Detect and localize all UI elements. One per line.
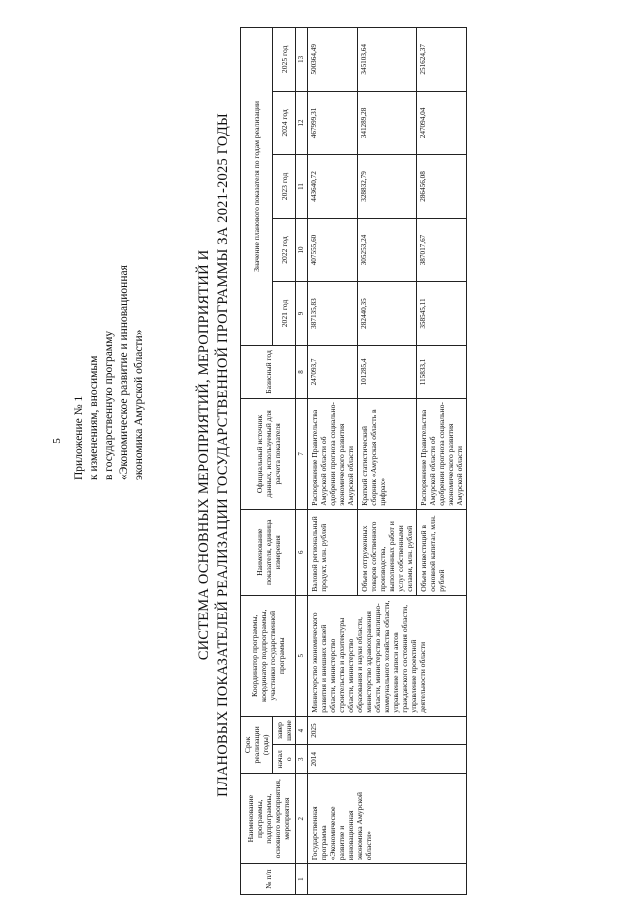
- program-name: Государственная программа «Экономическое развитие и инновационная экономика Амурской области»: [308, 774, 467, 864]
- table-row: [308, 28, 358, 895]
- header-year: 2025 год: [273, 28, 296, 92]
- value-2023: 286456,08: [417, 155, 467, 219]
- value-2025: 345103,64: [358, 28, 417, 92]
- header-year: 2023 год: [273, 155, 296, 219]
- indicators-table: [240, 27, 467, 895]
- appendix-line: экономика Амурской области»: [133, 329, 145, 480]
- heading-line: ПЛАНОВЫХ ПОКАЗАТЕЛЕЙ РЕАЛИЗАЦИИ ГОСУДАРСТВЕННОЙ ПРОГРАММЫ ЗА 2021-2025 ГОДЫ: [215, 113, 231, 797]
- header-values-group: Значение планового показателя по годам реализации: [241, 28, 273, 346]
- table-header-row: [241, 28, 273, 895]
- col-number: 8: [296, 345, 308, 398]
- header-year: 2024 год: [273, 91, 296, 155]
- value-2023: 328832,79: [358, 155, 417, 219]
- value-2023: 443640,72: [308, 155, 358, 219]
- heading-line: СИСТЕМА ОСНОВНЫХ МЕРОПРИЯТИЙ, МЕРОПРИЯТИЙ И: [196, 249, 212, 661]
- appendix-line: к изменениям, вносимым: [88, 355, 100, 480]
- value-2021: 358545,11: [417, 282, 467, 346]
- value-2024: 341289,28: [358, 91, 417, 155]
- document-heading: [195, 95, 233, 815]
- col-number: 13: [296, 28, 308, 92]
- indicator-name: Объем инвестиций в основной капитал, млн. рублей: [417, 509, 467, 595]
- indicator-name: Объем отгруженных товаров собственного производства, выполненных работ и услуг собственными силами, млн. рублей: [358, 509, 417, 595]
- indicator-source: Распоряжение Правительства Амурской области об одобрении прогноза социально-экономического развития Амурской области: [417, 399, 467, 510]
- program-coordinator: Министерство экономического развития и внешних связей области, министерство строительства и архитектуры области, министерство образования и науки области, министерство здравоохранения области, министерство жилищно-коммунального хозяйства области, управление записи актов гражданского состояния области, управление проектной деятельности области: [308, 595, 467, 716]
- appendix-line: Приложение № 1: [73, 395, 85, 480]
- column-numbers-row: [296, 28, 308, 895]
- col-number: 9: [296, 282, 308, 346]
- base-year-value: 101285,4: [358, 345, 417, 398]
- program-end-year: 2025: [308, 716, 467, 745]
- value-2024: 467999,31: [308, 91, 358, 155]
- col-number: 1: [296, 864, 308, 895]
- indicator-name: Валовой региональный продукт, млн. рублей: [308, 509, 358, 595]
- value-2025: 500364,49: [308, 28, 358, 92]
- appendix-note: [72, 120, 147, 480]
- col-number: 3: [296, 745, 308, 774]
- header-num: № п/п: [241, 864, 296, 895]
- program-start-year: 2014: [308, 745, 467, 774]
- col-number: 11: [296, 155, 308, 219]
- header-name: Наименование программы, подпрограммы, основного мероприятия, мероприятия: [241, 774, 296, 864]
- program-num: [308, 864, 467, 895]
- header-start: начало: [273, 745, 296, 774]
- value-2025: 251624,37: [417, 28, 467, 92]
- appendix-line: «Экономическое развитие и инновационная: [118, 265, 130, 480]
- value-2024: 247094,04: [417, 91, 467, 155]
- indicator-source: Краткий статистический сборник «Амурская область в цифрах»: [358, 399, 417, 510]
- col-number: 12: [296, 91, 308, 155]
- header-source: Официальный источник данных, используемый для расчета показателя: [241, 399, 296, 510]
- header-year: 2022 год: [273, 218, 296, 282]
- col-number: 6: [296, 509, 308, 595]
- value-2021: 282440,35: [358, 282, 417, 346]
- indicators-table-wrapper: [240, 27, 467, 895]
- col-number: 5: [296, 595, 308, 716]
- value-2022: 305253,24: [358, 218, 417, 282]
- header-base-year: Базисный год: [241, 345, 296, 398]
- base-year-value: 247093,7: [308, 345, 358, 398]
- base-year-value: 115833,1: [417, 345, 467, 398]
- appendix-line: в государственную программу: [103, 330, 115, 480]
- col-number: 4: [296, 716, 308, 745]
- header-coordinator: Координатор программы, координатор подпрограммы, участники государственной программы: [241, 595, 296, 716]
- page-number: 5: [50, 438, 63, 444]
- value-2021: 387135,83: [308, 282, 358, 346]
- col-number: 10: [296, 218, 308, 282]
- header-indicator: Наименование показателя, единица измерения: [241, 509, 296, 595]
- value-2022: 407555,60: [308, 218, 358, 282]
- indicator-source: Распоряжение Правительства Амурской области об одобрении прогноза социально-экономического развития Амурской области: [308, 399, 358, 510]
- header-end: завершение: [273, 716, 296, 745]
- col-number: 7: [296, 399, 308, 510]
- header-term: Срок реализации (годы): [241, 716, 273, 773]
- col-number: 2: [296, 774, 308, 864]
- value-2022: 387017,67: [417, 218, 467, 282]
- header-year: 2021 год: [273, 282, 296, 346]
